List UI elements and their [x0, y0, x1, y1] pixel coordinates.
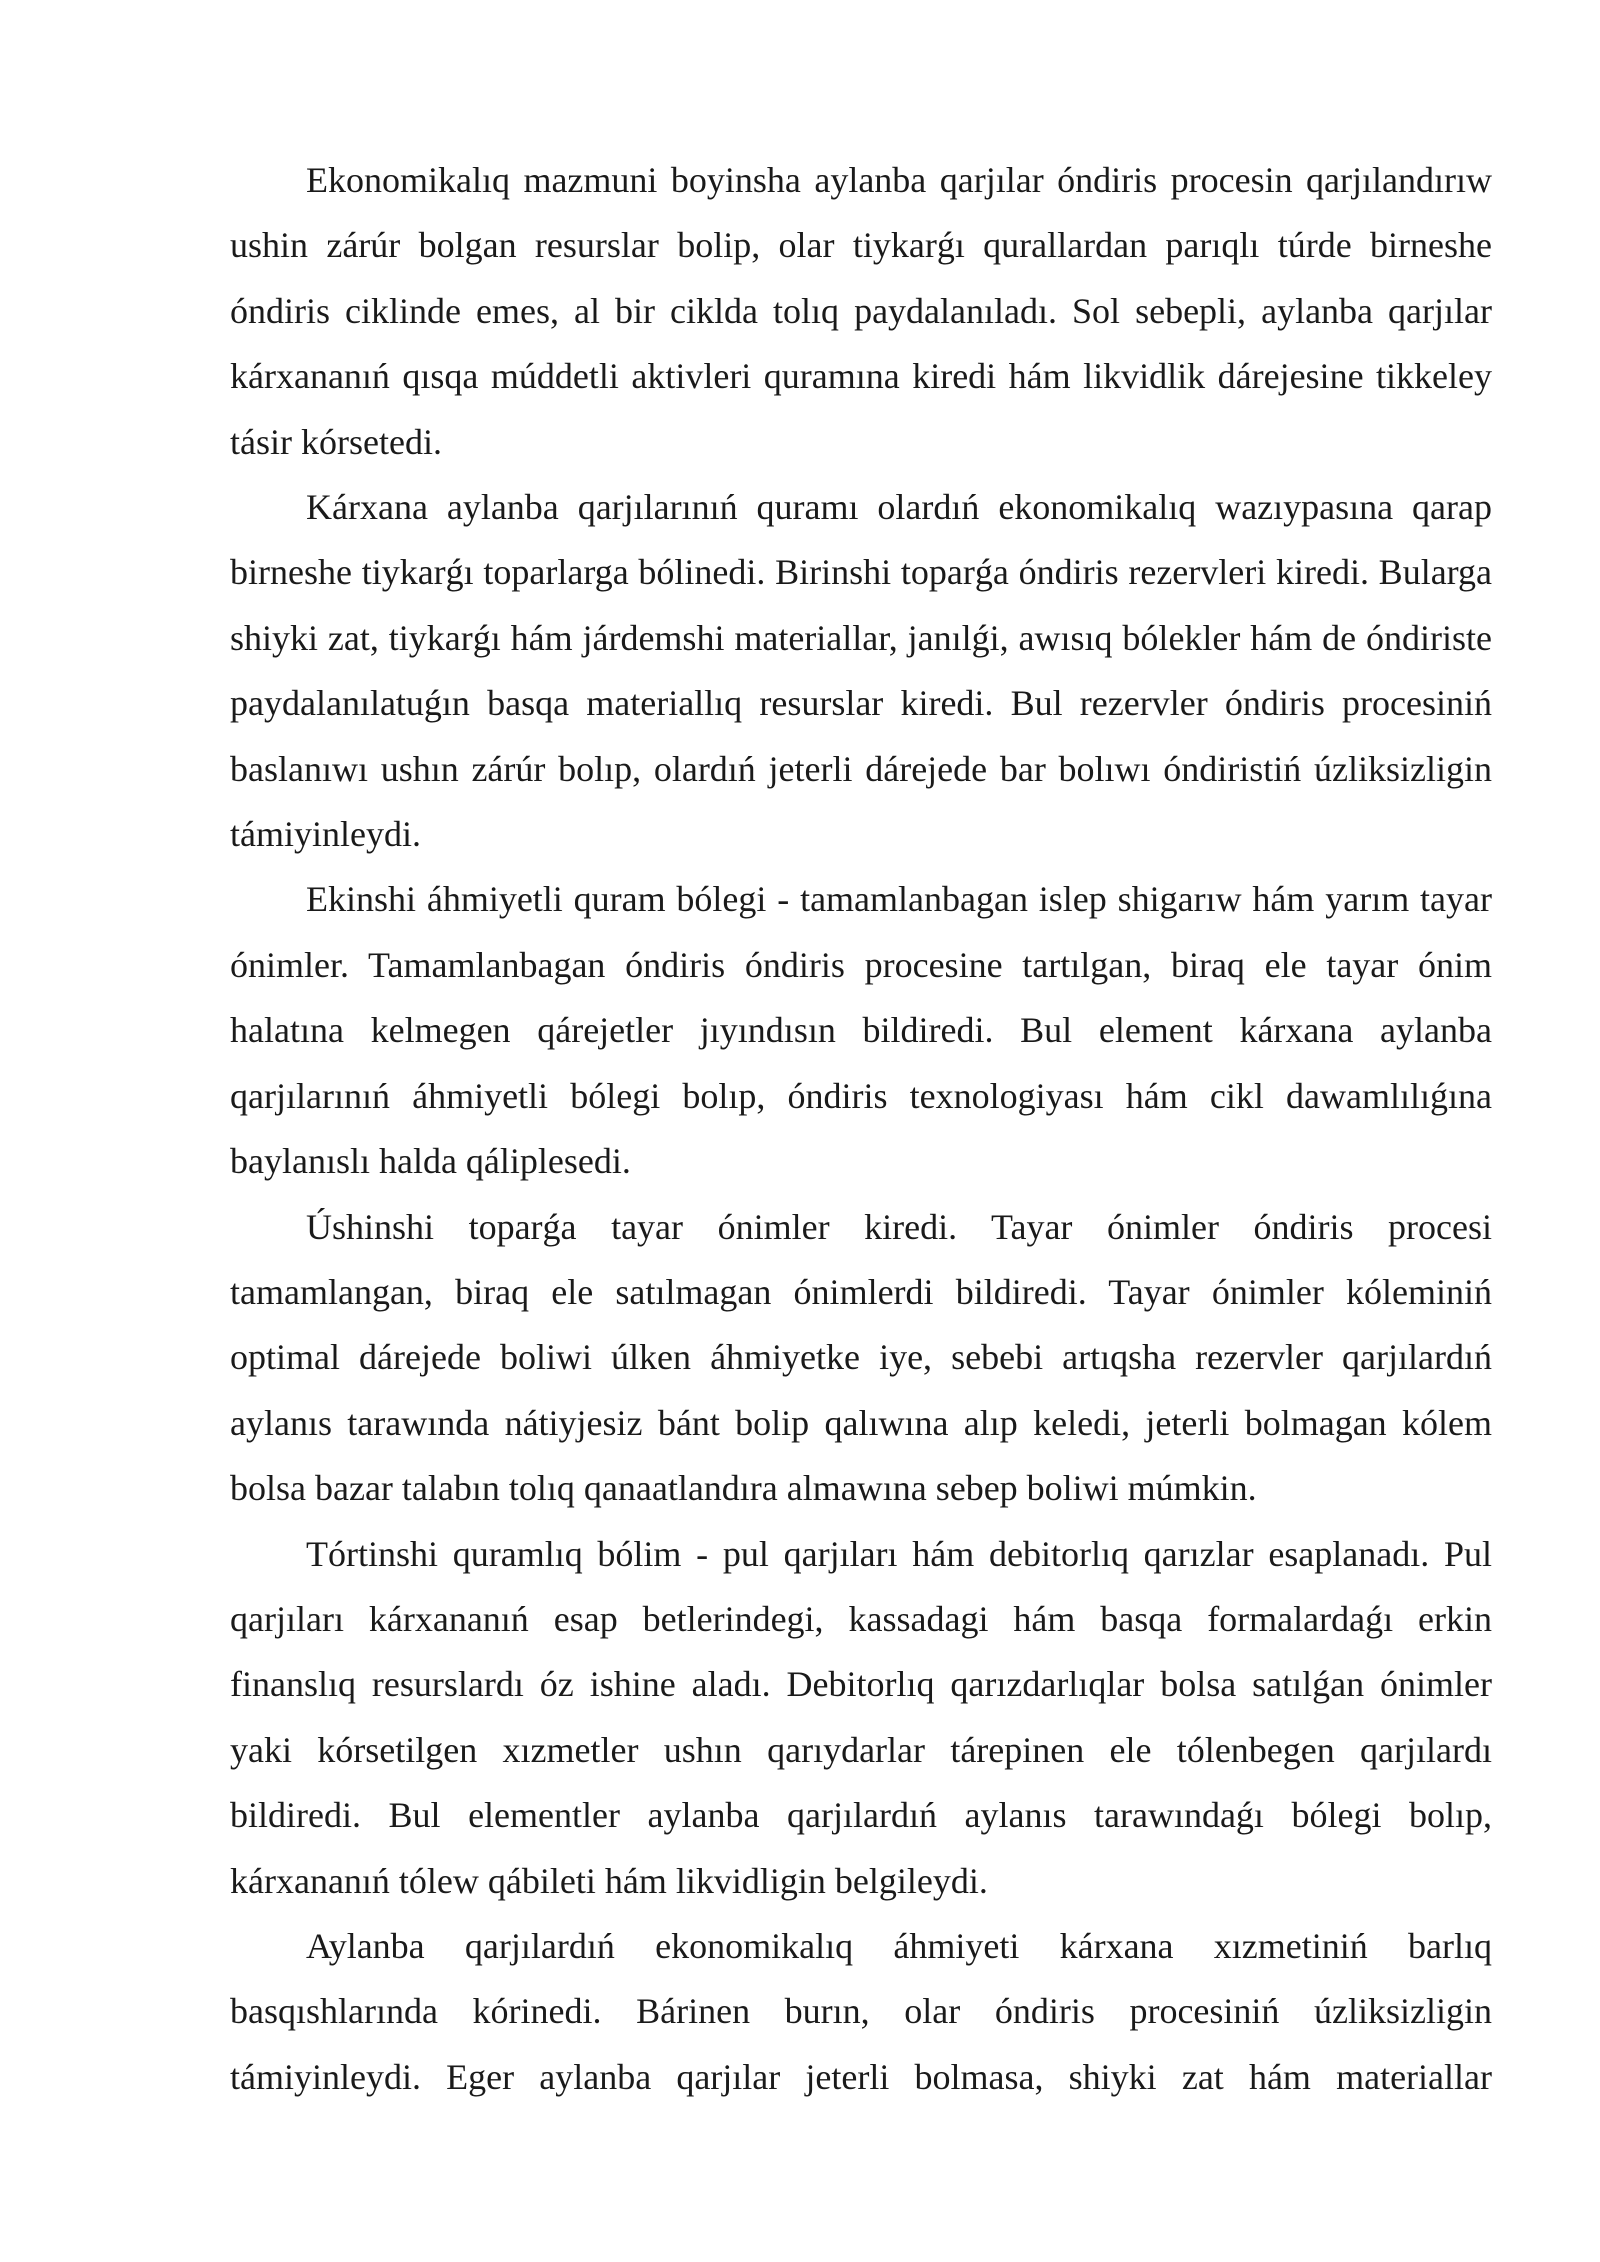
paragraph: Ekonomikalıq mazmuni boyinsha aylanba qarjılar óndiris procesin qarjılandırıw ushin zárúr bolgan resurslar bolip, olar tiykarǵı qurallardan parıqlı túrde birneshe óndiris ciklinde emes, al bir ciklda tolıq paydalanıladı. Sol sebepli, aylanba qarjılar kárxananıń qısqa múddetli aktivleri quramına kiredi hám likvidlik dárejesine tikkeley tásir kórsetedi.: [230, 160, 1492, 462]
paragraph: Tórtinshi quramlıq bólim - pul qarjıları hám debitorlıq qarızlar esaplanadı. Pul qarjıları kárxananıń esap betlerindegi, kassadagi hám basqa formalardaǵı erkin finanslıq resurslardı óz ishine aladı. Debitorlıq qarızdarlıqlar bolsa satılǵan ónimler yaki kórsetilgen xızmetler ushın qarıydarlar tárepinen ele tólenbegen qarjılardı bildiredi. Bul elementler aylanba qarjılardıń aylanıs tarawındaǵı bólegi bolıp, kárxananıń tólew qábileti hám likvidligin belgileydi.: [230, 1533, 1492, 1901]
paragraph: Aylanba qarjılardıń ekonomikalıq áhmiyeti kárxana xızmetiniń barlıq basqıshlarında kórinedi. Bárinen burın, olar óndiris procesiniń úzliksizligin támiyinleydi. Eger aylanba qarjılar jeterli bolmasa, shiyki zat hám materiallar: [230, 1925, 1492, 2097]
paragraph: Ekinshi áhmiyetli quram bólegi - tamamlanbagan islep shigarıw hám yarım tayar ónimler. Tamamlanbagan óndiris óndiris procesine tartılgan, biraq ele tayar ónim halatına kelmegen qárejetler jıyındısın bildiredi. Bul element kárxana aylanba qarjılarınıń áhmiyetli bólegi bolıp, óndiris texnologiyası hám cikl dawamlılıǵına baylanıslı halda qáliplesedi.: [230, 879, 1492, 1182]
paragraph: Úshinshi toparǵa tayar ónimler kiredi. Tayar ónimler óndiris procesi tamamlangan, biraq ele satılmagan ónimlerdi bildiredi. Tayar ónimler kóleminiń optimal dárejede boliwi úlken áhmiyetke iye, sebebi artıqsha rezervler qarjılardıń aylanıs tarawında nátiyjesiz bánt bolip qalıwına alıp keledi, jeterli bolmagan kólem bolsa bazar talabın tolıq qanaatlandıra almawına sebep boliwi múmkin.: [230, 1206, 1492, 1509]
body-text: [230, 148, 1492, 2110]
paragraph: Kárxana aylanba qarjılarınıń quramı olardıń ekonomikalıq wazıypasına qarap birneshe tiykarǵı toparlarga bólinedi. Birinshi toparǵa óndiris rezervleri kiredi. Bularga shiyki zat, tiykarǵı hám járdemshi materiallar, janılǵi, awısıq bólekler hám de óndiriste paydalanılatuǵın basqa materiallıq resurslar kiredi. Bul rezervler óndiris procesiniń baslanıwı ushın zárúr bolıp, olardıń jeterli dárejede bar bolıwı óndiristiń úzliksizligin támiyinleydi.: [230, 487, 1492, 855]
